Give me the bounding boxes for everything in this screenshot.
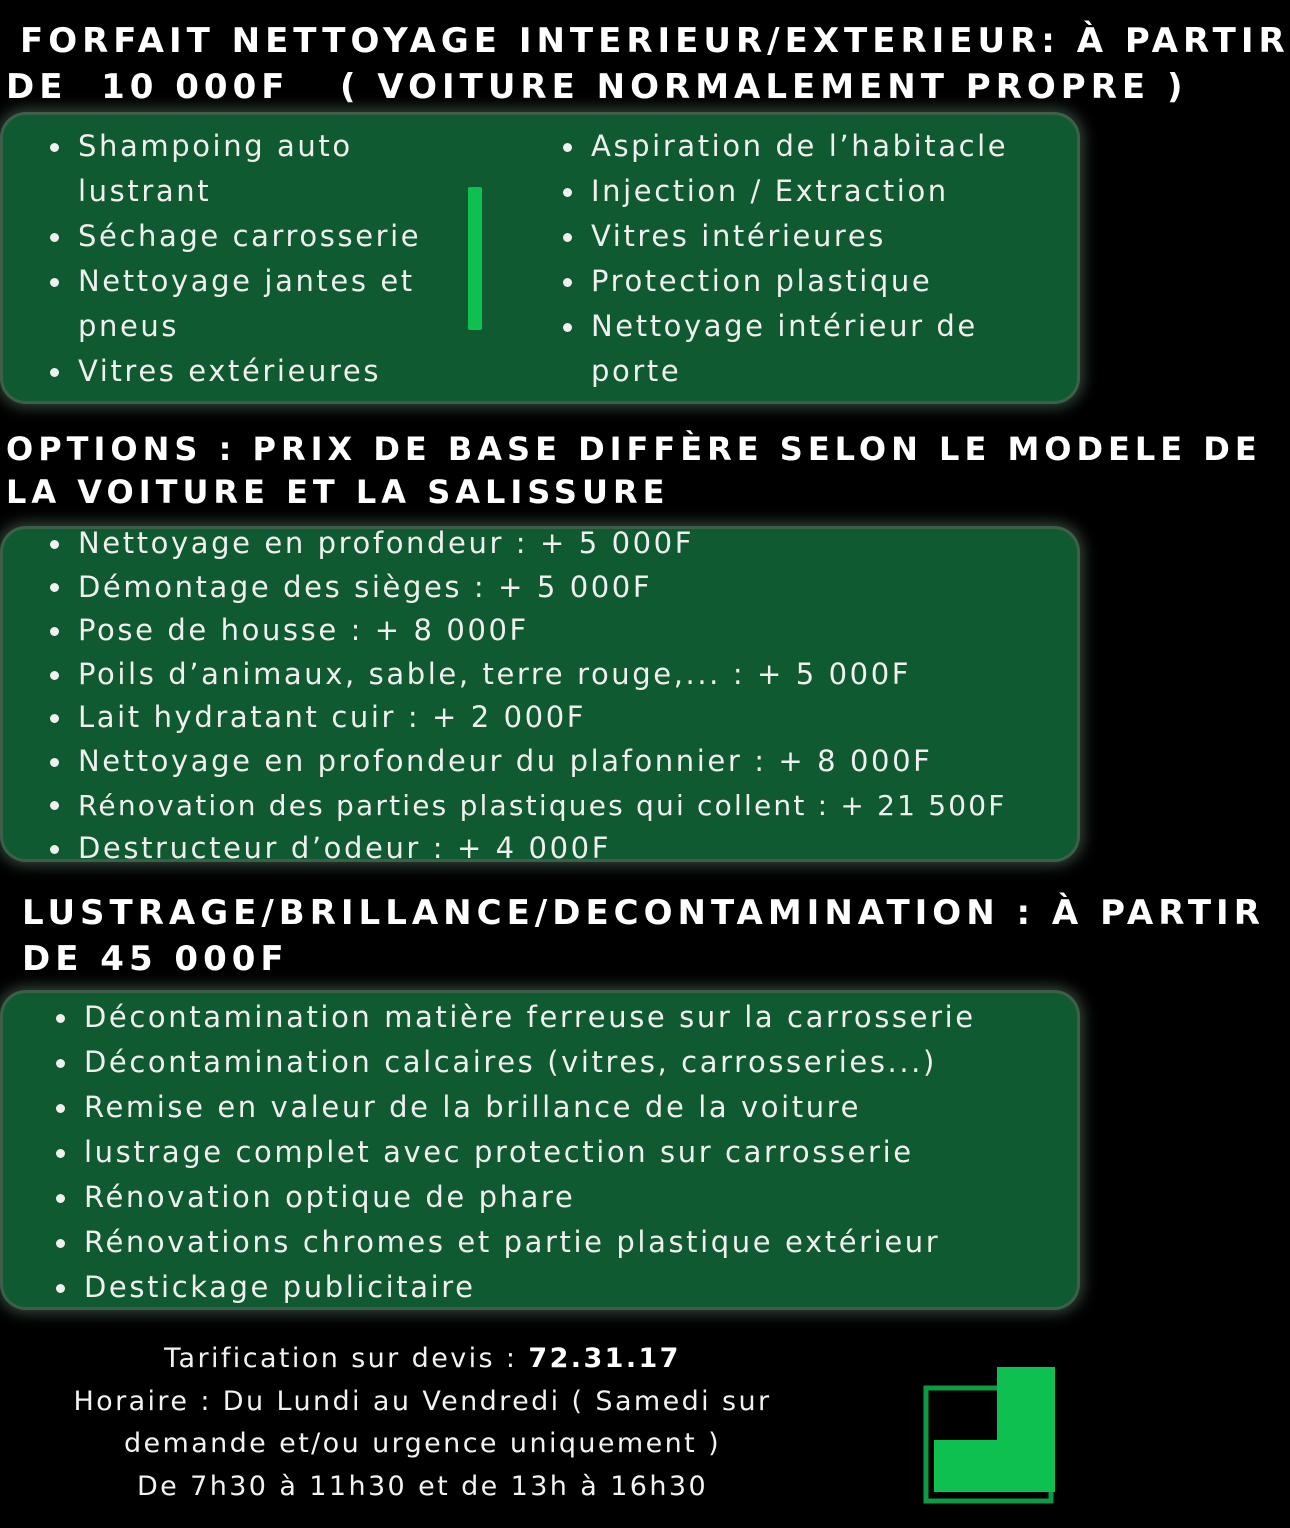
options-heading [0,428,1262,514]
list-item: Aspiration de l’habitacle [561,124,1008,169]
package-heading-line1: FORFAIT NETTOYAGE INTERIEUR/EXTERIEUR: À PARTIR [20,21,1290,61]
list-item: Rénovation des parties plastiques qui collent : + 21 500F [48,784,1007,828]
list-item: Décontamination matière ferreuse sur la carrosserie [54,995,976,1040]
options-heading-line1: OPTIONS : PRIX DE BASE DIFFÈRE SELON LE MODELE DE [6,430,1262,468]
polish-heading [0,890,1265,982]
hours-line1: Horaire : Du Lundi au Vendredi ( Samedi sur [73,1385,772,1417]
polish-panel [0,990,1080,1310]
list-item: Shampoing auto [48,124,421,169]
list-item: Lait hydratant cuir : + 2 000F [48,696,1007,740]
list-item-continuation: porte [591,354,682,388]
options-panel [0,526,1080,866]
list-item: Nettoyage en profondeur du plafonnier : + 8 000F [48,740,1007,784]
options-heading-line2: LA VOITURE ET LA SALISSURE [6,473,670,511]
logo-back-square [997,1367,1055,1492]
list-item: Décontamination calcaires (vitres, carrosseries...) [54,1040,976,1085]
list-item-continuation: lustrant [78,174,212,208]
quote-line [0,1338,845,1381]
list-item: Nettoyage intérieur de [561,304,1008,349]
footer-info [0,1338,845,1508]
list-item: Nettoyage jantes et [48,259,421,304]
list-item: Protection plastique [561,259,1008,304]
phone-number: 72.31.17 [528,1343,681,1374]
list-item: Rénovations chromes et partie plastique extérieur [54,1220,976,1265]
package-left-list [48,124,421,394]
package-panel [0,112,1080,404]
list-item-continuation: pneus [78,309,180,343]
quote-label: Tarification sur devis : [164,1343,529,1374]
list-item: Démontage des sièges : + 5 000F [48,566,1007,610]
package-heading [0,18,1290,110]
list-item: Poils d’animaux, sable, terre rouge,... : + 5 000F [48,653,1007,697]
hours-line3: De 7h30 à 11h30 et de 13h à 16h30 [136,1470,709,1502]
list-item: Destickage publicitaire [54,1265,976,1310]
options-list [48,522,1007,871]
list-item: Vitres intérieures [561,214,1008,259]
list-item: Remise en valeur de la brillance de la voiture [54,1085,976,1130]
package-heading-line2: DE 10 000F ( VOITURE NORMALEMENT PROPRE ) [6,67,1188,107]
polish-heading-line2: DE 45 000F [22,939,289,979]
list-item: Séchage carrosserie [48,214,421,259]
list-item: Injection / Extraction [561,169,1008,214]
list-item: Pose de housse : + 8 000F [48,609,1007,653]
polish-list [54,995,976,1310]
list-item: Nettoyage en profondeur : + 5 000F [48,522,1007,566]
list-item: Vitres extérieures [48,349,421,394]
list-item: Destructeur d’odeur : + 4 000F [48,827,1007,871]
column-divider [468,187,482,330]
logo-front-square [934,1440,997,1492]
package-right-list [561,124,1008,394]
hours-line2: demande et/ou urgence uniquement ) [123,1428,722,1459]
polish-heading-line1: LUSTRAGE/BRILLANCE/DECONTAMINATION : À PARTIR [22,893,1265,933]
list-item: Rénovation optique de phare [54,1175,976,1220]
logo-icon [920,1360,1065,1510]
list-item: lustrage complet avec protection sur carrosserie [54,1130,976,1175]
